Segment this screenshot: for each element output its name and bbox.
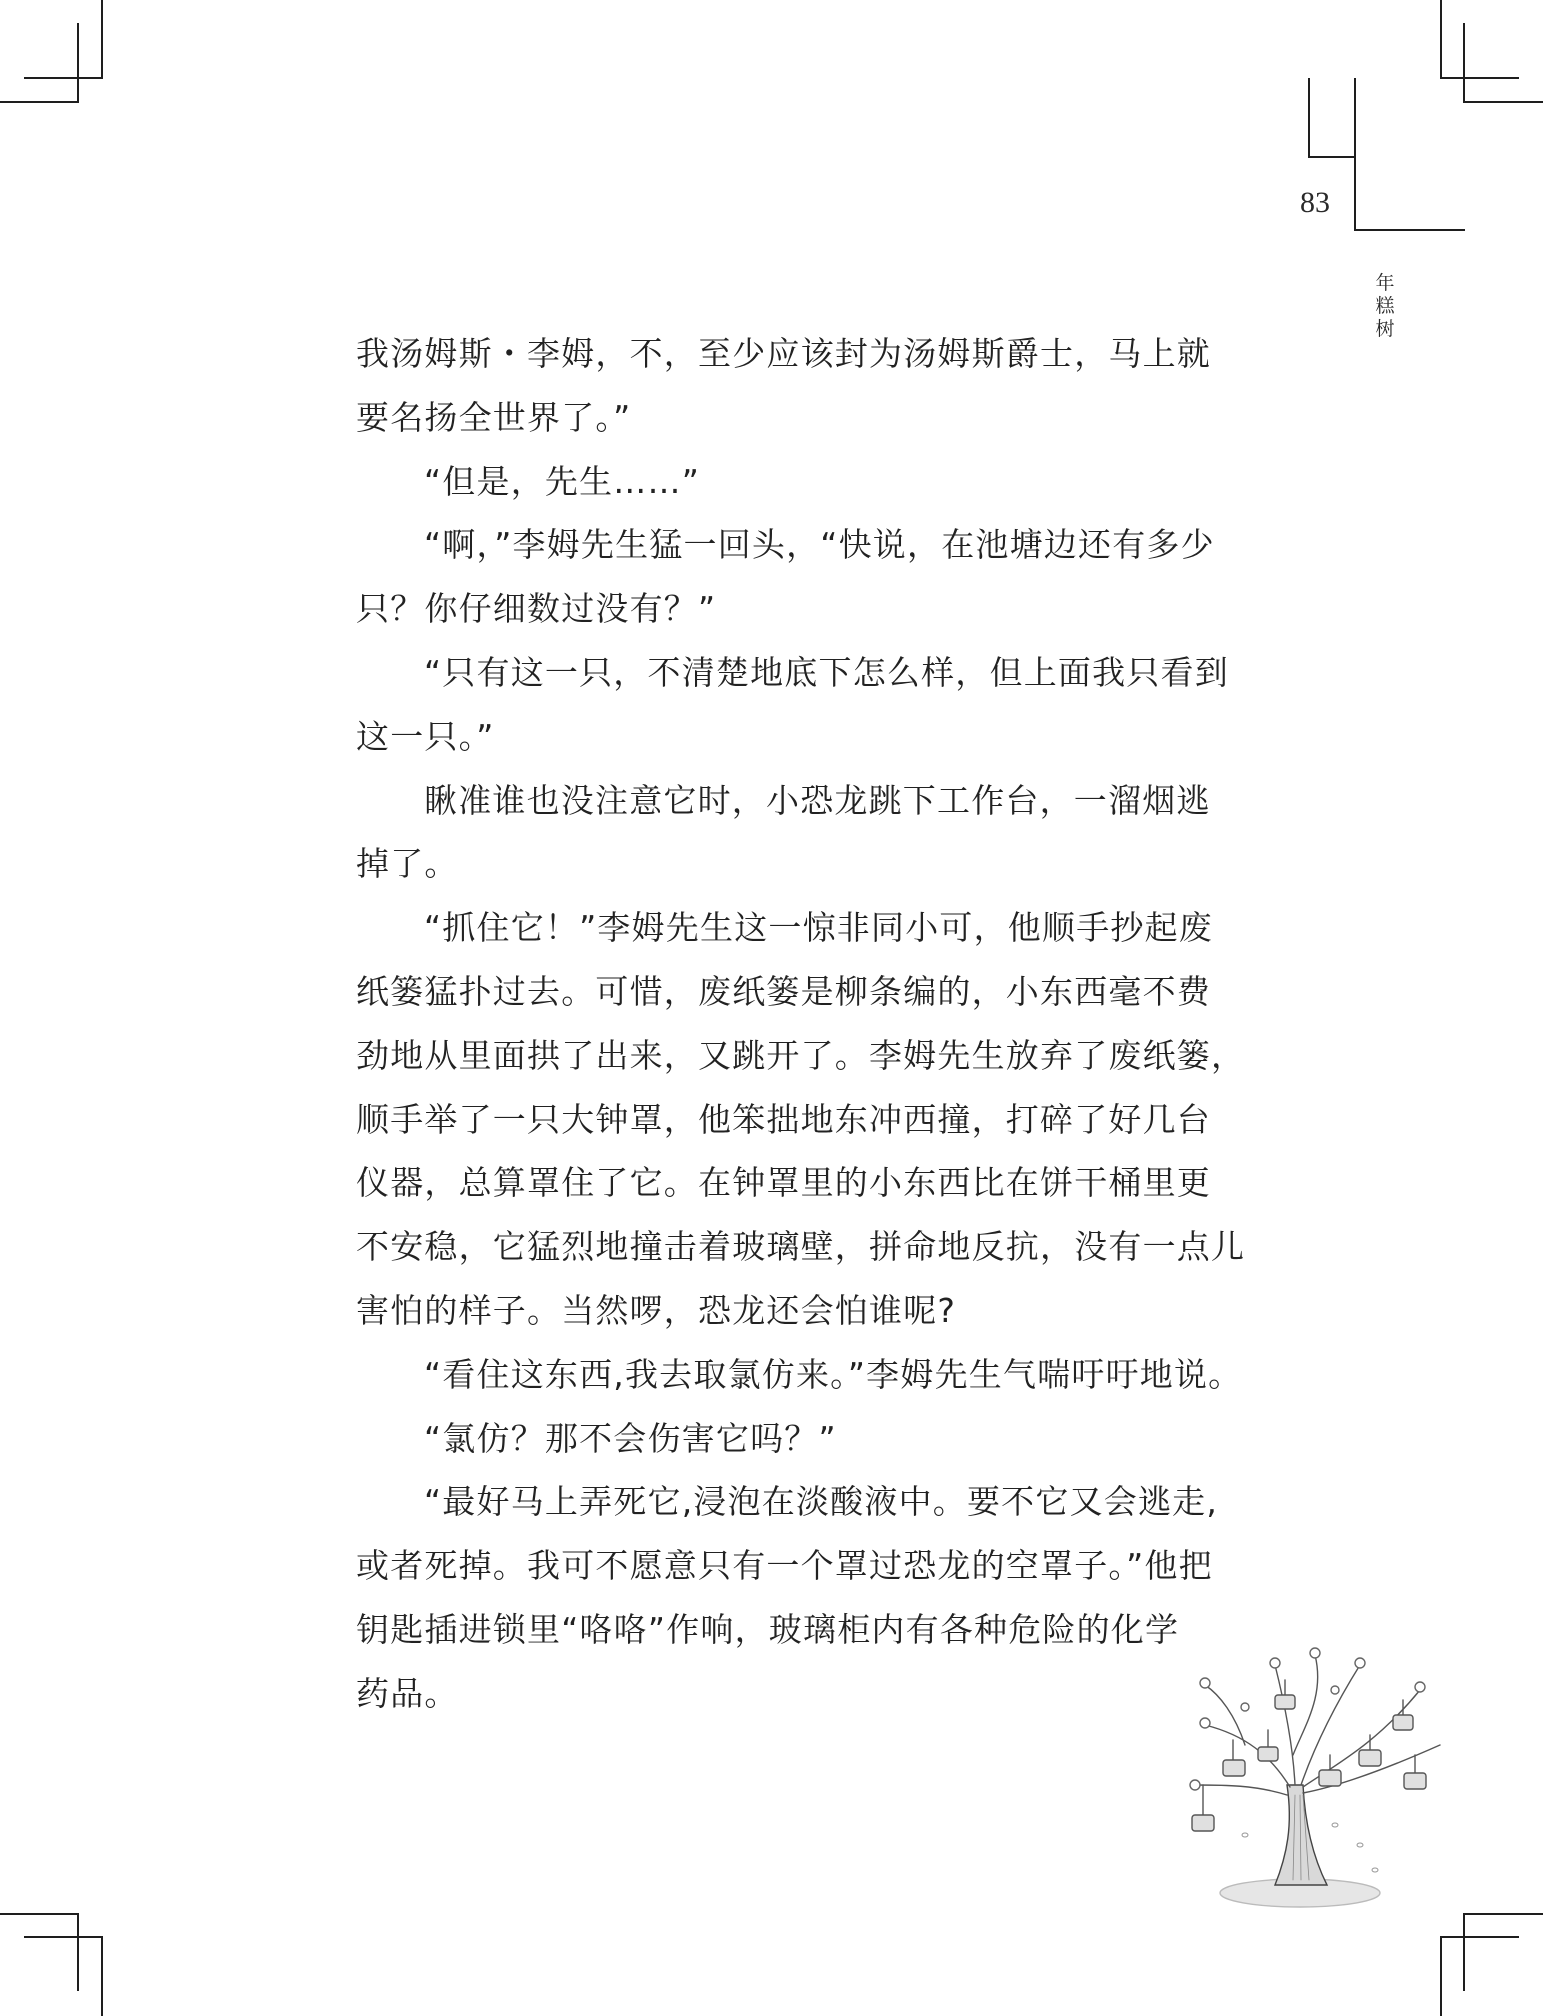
crop-mark (77, 1913, 79, 1991)
running-title (1374, 272, 1396, 341)
body-text (356, 322, 1246, 1726)
text-line: 纸篓猛扑过去。可惜，废纸篓是柳条编的，小东西毫不费 (356, 971, 1211, 1011)
header-rule (1354, 78, 1356, 231)
text-line: “抓住它！”李姆先生这一惊非同小可，他顺手抄起废 (424, 908, 1213, 948)
crop-mark (1463, 1913, 1465, 1991)
crop-mark (0, 1913, 79, 1915)
crop-mark (1463, 23, 1465, 103)
text-line: 要名扬全世界了。” (356, 397, 632, 437)
crop-mark (1463, 1913, 1543, 1915)
tree-icon (1175, 1635, 1445, 1920)
text-line: “看住这东西,我去取氯仿来。”李姆先生气喘吁吁地说。 (424, 1354, 1243, 1394)
crop-mark (1440, 77, 1519, 79)
header-rule (1308, 156, 1355, 158)
text-line: “氯仿？那不会伤害它吗？” (424, 1418, 837, 1458)
running-title-char: 树 (1375, 318, 1395, 340)
text-line: 掉了。 (356, 844, 459, 884)
crop-mark (77, 23, 79, 103)
text-line: 我汤姆斯・李姆，不，至少应该封为汤姆斯爵士，马上就 (356, 334, 1211, 373)
text-line: 顺手举了一只大钟罩，他笨拙地东冲西撞，打碎了好几台 (356, 1099, 1211, 1139)
text-line: 只？你仔细数过没有？” (356, 589, 717, 629)
text-line: 药品。 (356, 1673, 459, 1713)
text-line: “最好马上弄死它,浸泡在淡酸液中。要不它又会逃走, (424, 1482, 1219, 1522)
crop-mark (101, 1936, 103, 2016)
text-line: “只有这一只，不清楚地底下怎么样，但上面我只看到 (424, 652, 1229, 692)
crop-mark (0, 101, 79, 103)
text-line: 仪器，总算罩住了它。在钟罩里的小东西比在饼干桶里更 (356, 1163, 1211, 1203)
running-title-char: 年 (1375, 272, 1395, 294)
text-line: 钥匙插进锁里“咯咯”作响，玻璃柜内有各种危险的化学 (356, 1609, 1180, 1649)
crop-mark (24, 1936, 103, 1938)
page-number: 83 (1300, 186, 1330, 219)
header-rule (1308, 78, 1310, 158)
crop-mark (1440, 0, 1442, 79)
text-line: 或者死掉。我可不愿意只有一个罩过恐龙的空罩子。”他把 (356, 1546, 1213, 1586)
text-line: 不安稳，它猛烈地撞击着玻璃壁，拼命地反抗，没有一点儿 (356, 1227, 1246, 1267)
text-line: 这一只。” (356, 716, 495, 756)
tree-illustration (1175, 1635, 1445, 1920)
text-line: 害怕的样子。当然啰，恐龙还会怕谁呢? (356, 1290, 957, 1330)
crop-mark (24, 77, 103, 79)
running-title-char: 糕 (1375, 295, 1395, 317)
text-line: 瞅准谁也没注意它时，小恐龙跳下工作台，一溜烟逃 (424, 780, 1211, 820)
crop-mark (1440, 1936, 1442, 2016)
text-line: “但是，先生……” (424, 461, 700, 501)
crop-mark (1440, 1936, 1519, 1938)
crop-mark (101, 0, 103, 79)
header-rule (1354, 229, 1465, 231)
text-line: “啊，”李姆先生猛一回头，“快说，在池塘边还有多少 (424, 525, 1215, 565)
text-line: 劲地从里面拱了出来，又跳开了。李姆先生放弃了废纸篓， (356, 1035, 1246, 1075)
crop-mark (1463, 101, 1543, 103)
